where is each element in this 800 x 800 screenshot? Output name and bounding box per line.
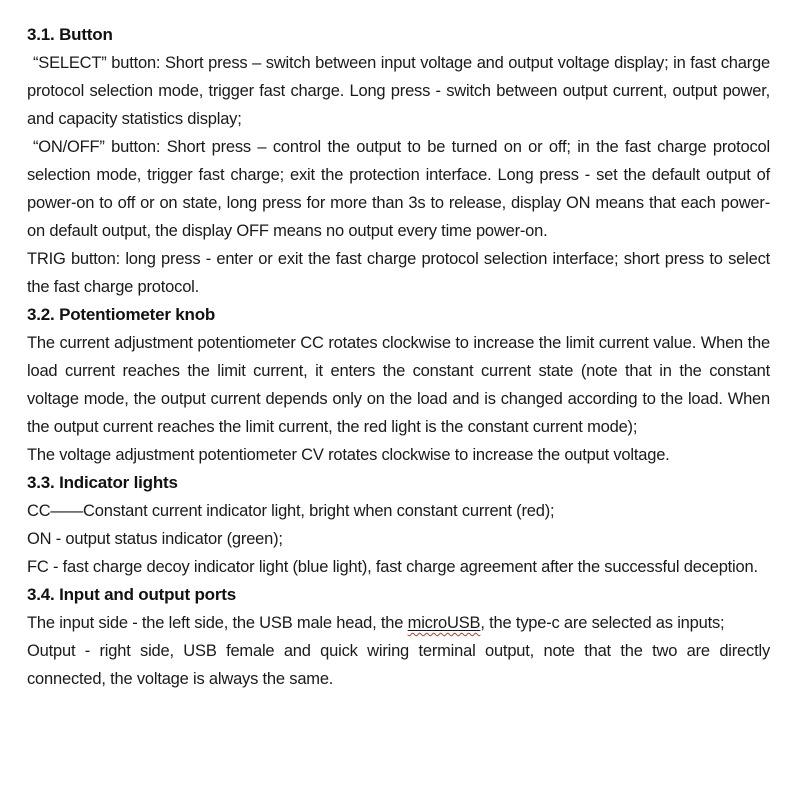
paragraph-cv-potentiometer: The voltage adjustment potentiometer CV rotates clockwise to increase the output voltage. — [27, 446, 670, 464]
paragraph-trig-button: TRIG button: long press - enter or exit the fast charge protocol selection interface; short press to select the fast charge protocol. — [27, 250, 770, 296]
misspelled-word-microusb: microUSB — [407, 614, 481, 632]
paragraph-select-button: “SELECT” button: Short press – switch between input voltage and output voltage display; in fast charge protocol selection mode, trigger fast charge. Long press - switch between output current, output power, and capacity statistics display; — [27, 54, 770, 128]
paragraph-output-side: Output - right side, USB female and quick wiring terminal output, note that the two are directly connected, the voltage is always the same. — [27, 642, 770, 688]
section-heading-input-output-ports: 3.4. Input and output ports — [27, 585, 236, 604]
paragraph-cc-potentiometer: The current adjustment potentiometer CC rotates clockwise to increase the limit current value. When the load current reaches the limit current, it enters the constant current state (note that in the constant voltage mode, the output current depends only on the load and is changed according to the load. When the output current reaches the limit current, the red light is the constant current mode); — [27, 334, 770, 436]
section-heading-button: 3.1. Button — [27, 25, 113, 44]
paragraph-on-indicator: ON - output status indicator (green); — [27, 530, 283, 548]
paragraph-cc-indicator: CC——Constant current indicator light, bright when constant current (red); — [27, 502, 555, 520]
paragraph-onoff-button: “ON/OFF” button: Short press – control the output to be turned on or off; in the fast charge protocol selection mode, trigger fast charge; exit the protection interface. Long press - set the default output of power-on to off or on state, long press for more than 3s to release, display ON means that each power-on default output, the display OFF means no output every time power-on. — [27, 138, 770, 240]
paragraph-fc-indicator: FC - fast charge decoy indicator light (blue light), fast charge agreement after the successful deception. — [27, 558, 758, 576]
section-heading-potentiometer: 3.2. Potentiometer knob — [27, 305, 216, 324]
input-side-text-after: , the type-c are selected as inputs; — [480, 614, 725, 632]
section-heading-indicator-lights: 3.3. Indicator lights — [27, 473, 178, 492]
spellcheck-wavy-underline — [408, 614, 481, 632]
input-side-text-before: The input side - the left side, the USB male head, the — [27, 614, 408, 632]
paragraph-input-side — [27, 609, 770, 637]
